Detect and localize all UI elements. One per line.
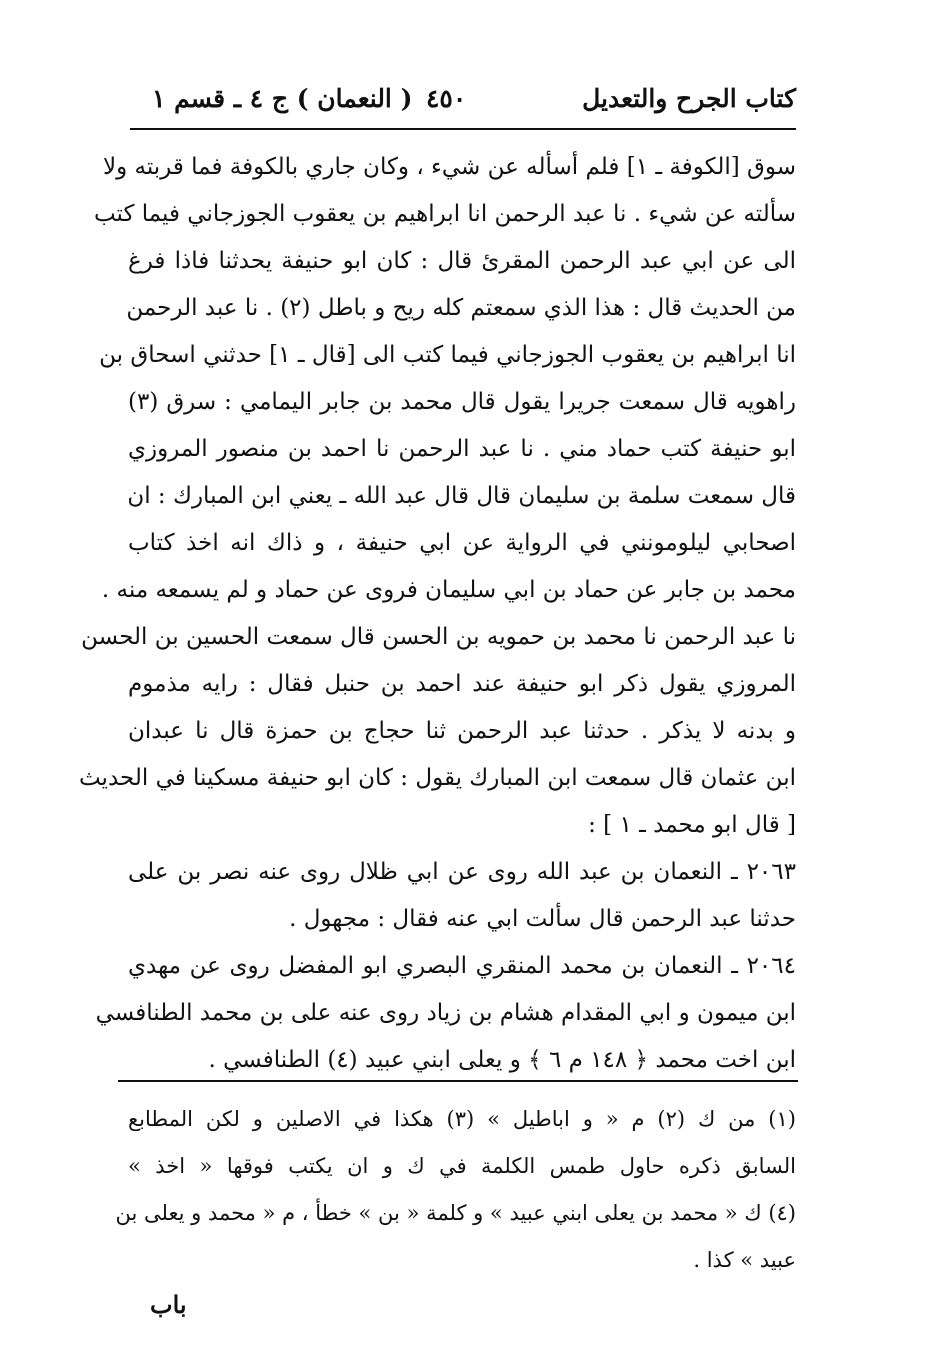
text-line: راهويه قال سمعت جريرا يقول قال محمد بن جابر اليمامي : سرق (٣) xyxy=(128,389,796,415)
section-label: ( النعمان ) ج ٤ ـ قسم ١ xyxy=(152,84,413,113)
text-line: [ قال ابو محمد ـ ١ ] : xyxy=(588,812,796,838)
footnote-line: السابق ذكره حاول طمس الكلمة في ك و ان يكتب فوقها « اخذ » xyxy=(128,1154,796,1178)
footnotes xyxy=(115,1096,796,1284)
text-line: من الحديث قال : هذا الذي سمعتم كله ريح و باطل (٢) . نا عبد الرحمن xyxy=(126,295,796,321)
entry-line: ابن ميمون و ابي المقدام هشام بن زياد روى عنه على بن محمد الطنافسي xyxy=(95,1000,796,1026)
text-line: و بدنه لا يذكر . حدثنا عبد الرحمن ثنا حجاج بن حمزة قال نا عبدان xyxy=(128,718,796,744)
text-line: نا عبد الرحمن نا محمد بن حمويه بن الحسن قال سمعت الحسين بن الحسن xyxy=(81,624,796,650)
footnote-line: عبيد » كذا . xyxy=(693,1248,796,1272)
entry-line: ٢٠٦٤ ـ النعمان بن محمد المنقري البصري ابو المفضل روى عن مهدي xyxy=(128,953,796,979)
entry-line: ٢٠٦٣ ـ النعمان بن عبد الله روى عن ابي ظلال روى عنه نصر بن على xyxy=(128,859,796,885)
running-title: كتاب الجرح والتعديل xyxy=(582,84,796,113)
footnote-rule xyxy=(118,1080,798,1082)
text-line: انا ابراهيم بن يعقوب الجوزجاني فيما كتب الى [قال ـ ١] حدثني اسحاق بن xyxy=(99,342,796,368)
text-line: سوق [الكوفة ـ ١] فلم أسأله عن شيء ، وكان جاري بالكوفة فما قربته ولا xyxy=(102,154,796,180)
page-number: ٤٥٠ xyxy=(426,84,467,113)
text-line: ابو حنيفة كتب حماد مني . نا عبد الرحمن نا احمد بن منصور المروزي xyxy=(128,436,796,462)
text-line: المروزي يقول ذكر ابو حنيفة عند احمد بن حنبل فقال : رايه مذموم xyxy=(128,671,796,697)
text-line: قال سمعت سلمة بن سليمان قال قال عبد الله ـ يعني ابن المبارك : ان xyxy=(127,483,796,509)
footnote-line: (١) من ك (٢) م « و اباطيل » (٣) هكذا في الاصلين و لكن المطابع xyxy=(128,1107,796,1131)
header-rule xyxy=(130,128,796,130)
catchword: باب xyxy=(150,1290,187,1319)
main-text xyxy=(78,144,796,1084)
page-header xyxy=(130,84,796,120)
text-line: الى عن ابي عبد الرحمن المقرئ قال : كان ابو حنيفة يحدثنا فاذا فرغ xyxy=(128,248,796,274)
text-line: ابن عثمان قال سمعت ابن المبارك يقول : كان ابو حنيفة مسكينا في الحديث xyxy=(78,765,796,791)
entry-line: ابن اخت محمد ﴿ ١٤٨ م ٦ ﴾ و يعلى ابني عبيد (٤) الطنافسي . xyxy=(208,1047,796,1073)
footnote-line: (٤) ك « محمد بن يعلى ابني عبيد » و كلمة « بن » خطأ ، م « محمد و يعلى بن xyxy=(115,1201,796,1225)
entry-line: حدثنا عبد الرحمن قال سألت ابي عنه فقال : مجهول . xyxy=(289,906,796,932)
text-line: سألته عن شيء . نا عبد الرحمن انا ابراهيم بن يعقوب الجوزجاني فيما كتب xyxy=(93,201,796,227)
text-line: محمد بن جابر عن حماد بن ابي سليمان فروى عن حماد و لم يسمعه منه . xyxy=(101,577,796,603)
text-line: اصحابي ليلومونني في الرواية عن ابي حنيفة ، و ذاك انه اخذ كتاب xyxy=(128,530,796,556)
